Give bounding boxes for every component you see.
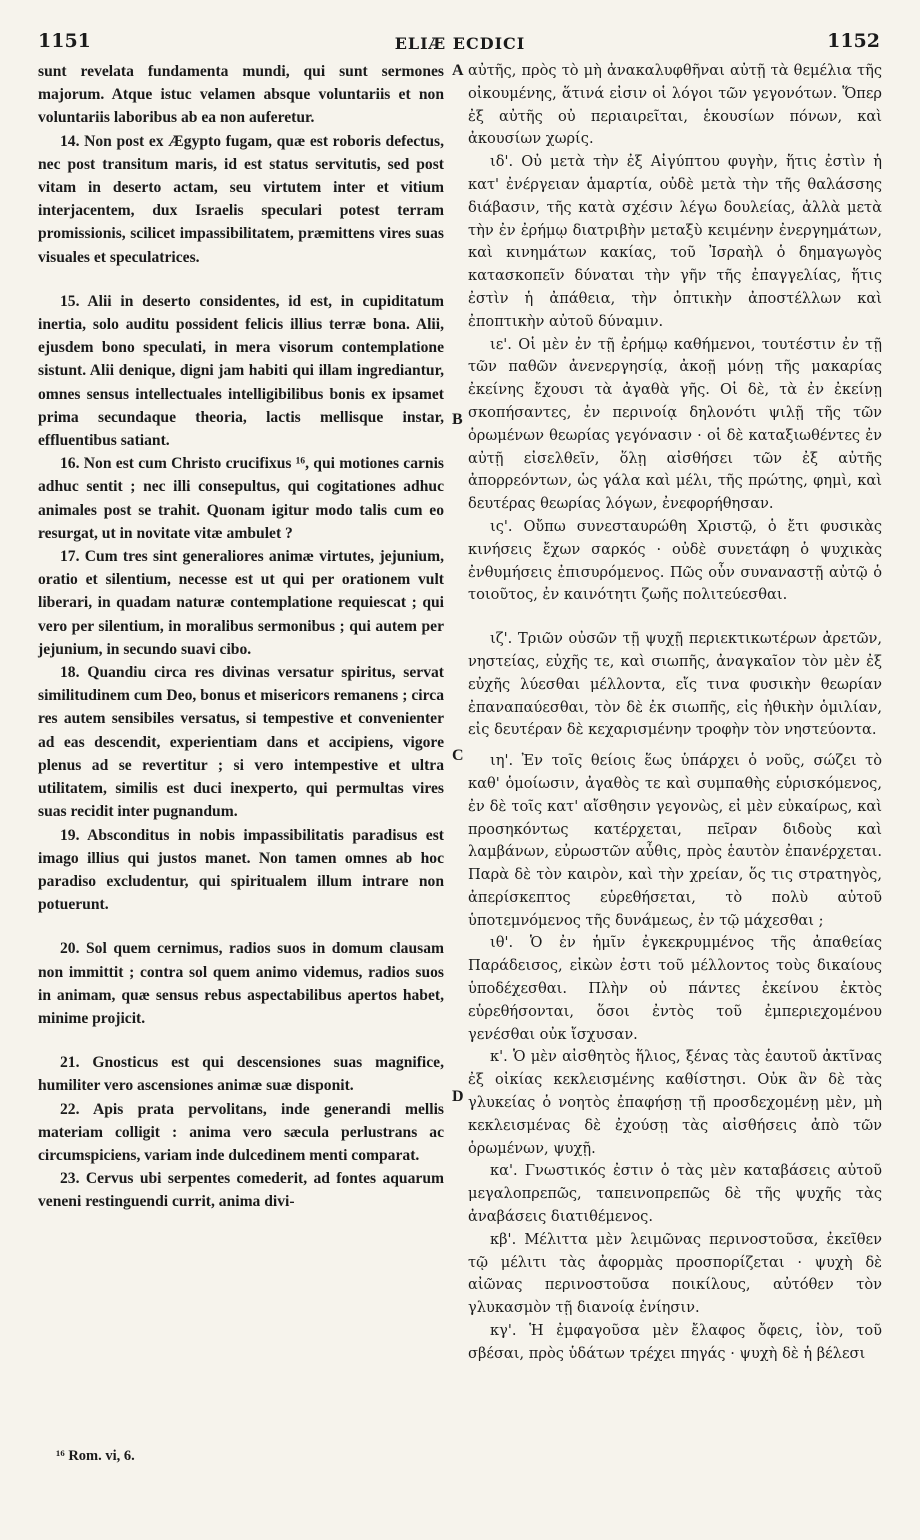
greek-paragraph-20: κ'. Ὁ μὲν αἰσθητὸς ἥλιος, ξένας τὰς ἑαυτοῦ ἀκτῖνας ἐξ οἰκίας κεκλεισμένης καθίστησι. Οὐκ ἂν δὲ τὰς γλυκείας ὁ νοητὸς ἐπαφήσῃ τῇ προσδεχομένῃ μὲν, μὴ κεκλεισμένας δὲ ἐχούσῃ τὰς αἰσθήσεις ἀπὸ τῶν ὁρωμένων, ψυχῇ. [468,1048,882,1157]
margin-mark-a: A [452,62,464,79]
latin-paragraph-17: 17. Cum tres sint generaliores animæ virtutes, jejunium, oratio et silentium, necesse est ut qui per orationem vult liberari, in quadam naturæ contemplatione requiescat ; qui vero per silentium, in moralibus sermonibus ; qui autem per jejunium, in secundo suavi cibo. [38,548,444,658]
greek-paragraph-18: ιη'. Ἐν τοῖς θείοις ἕως ὑπάρχει ὁ νοῦς, σώζει τὸ καθ' ὁμοίωσιν, ἀγαθὸς τε καὶ συμπαθὴς εὑρισκόμενος, ἐν δὲ τοῖς κατ' αἴσθησιν γεγονὼς, εἰ μὲν εὐκαίρως, καὶ προσηκόντως κατέρχεται, πεῖραν διδοὺς καὶ λαμβάνων, εὐρωστῶν αὖθις, πρὸς ἑαυτὸν ἐπανέρχεται. Παρὰ δὲ τὸν καιρὸν, καὶ τὴν χρείαν, ὅς τις στρατηγὸς, ἀπερίσκεπτος εὑρεθήσεται, τὸ πολὺ αὐτοῦ ὑποτεμνόμενος τῆς δυνάμεως, ἐν τῷ μάχεσθαι ; [468,752,882,929]
greek-paragraph-19: ιθ'. Ὁ ἐν ἡμῖν ἐγκεκρυμμένος τῆς ἀπαθείας Παράδεισος, εἰκὼν ἐστι τοῦ μέλλοντος τοὺς δικαίους ὑποδέχεσθαι. Πλὴν οὐ πάντες ἐκείνου ἐκτὸς εὑρεθήσονται, ὅσοι ἐντὸς τοῦ ἐμπεριεχομένου γενέσθαι οὐκ ἴσχυσαν. [468,934,882,1043]
greek-paragraph-13: αὐτῆς, πρὸς τὸ μὴ ἀνακαλυφθῆναι αὐτῇ τὰ θεμέλια τῆς οἰκουμένης, ἅτινά εἰσιν οἱ λόγοι τῶν γεγονότων. Ὅπερ ἐξ αὐτῆς οὐ περιαιρεῖται, ἑκουσίων πόνων, καὶ ἀκουσίων χωρίς. [468,62,882,148]
greek-paragraph-17: ιζ'. Τριῶν οὐσῶν τῇ ψυχῇ περιεκτικωτέρων ἀρετῶν, νηστείας, εὐχῆς τε, καὶ σιωπῆς, ἀναγκαῖον τὸν μὲν ἐξ εὐχῆς λύεσθαι μέλλοντα, εἴς τινα φυσικὴν θεωρίαν ἐπαναπαύεσθαι, τὸν δὲ ἐκ σιωπῆς, εἰς ἠθικὴν ὁμιλίαν, εἰς δευτέραν δὲ κεχαρισμένην τροφὴν τὸν νηστεύοντα. [468,630,882,739]
footnote: ¹⁶ Rom. vi, 6. [56,1448,135,1464]
latin-paragraph-22: 22. Apis prata pervolitans, inde generandi mellis materiam colligit : anima vero sæcula perlustrans ac circumspiciens, variam inde dulcedinem menti comparat. [38,1100,444,1164]
greek-paragraph-15: ιε'. Οἱ μὲν ἐν τῇ ἐρήμῳ καθήμενοι, τουτέστιν ἐν τῇ τῶν παθῶν ἀνενεργησίᾳ, ἀκοῇ μόνῃ τῆς μακαρίας ἐκείνης ἔχουσι τὰ ἀγαθὰ γῆς. Οἱ δὲ, τὰ ἐν ἐκείνῃ σκοπήσαντες, ἐν περινοίᾳ δηλονότι ψιλῇ τῆς τῶν ὁρωμένων θεωρίας γεγόνασιν · οἱ δὲ καταξιωθέντες ἐν αὐτῇ εἰσελθεῖν, ὅλῃ αἰσθήσει τῶν ἐξ αὐτῆς ἀπορρεόντων, ὡς γάλα καὶ μέλι, τῆς πρώτης, φημὶ, καὶ δευτέρας θεωρίας λόγων, ἐνεφορήθησαν. [468,335,882,513]
margin-mark-b: B [452,411,463,428]
latin-paragraph-15: 15. Alii in deserto considentes, id est, in cupiditatum inertia, solo auditu possident felicis illius terræ bona. Alii, ejusdem bono speculati, in mera visorum contemplatione sistunt. Alii denique, digni jam habiti qui illam ingrediantur, omnes sensus intellectuales intelligibilibus bonis ex ipsamet prima secundaque theoria, lactis mellisque instar, effluentibus satiant. [38,292,444,450]
running-title: ELIÆ ECDICI [394,34,526,53]
latin-paragraph-14: 14. Non post ex Ægypto fugam, quæ est roboris defectus, nec post transitum maris, id est status servitutis, sed post vitam in deserto actam, seu virtutem inter et vitium interjacentem, dux Israelis speculari potest terram promissionis, scilicet impassibilitatem, præmittens vires suas visuales et speculatrices. [38,132,444,266]
greek-paragraph-14: ιδ'. Οὐ μετὰ τὴν ἐξ Αἰγύπτου φυγὴν, ἥτις ἐστὶν ἡ κατ' ἐνέργειαν ἁμαρτία, οὐδὲ μετὰ τὴν τῆς θαλάσσης διάβασιν, τῆς κατὰ σχέσιν λέγω δουλείας, ἀλλὰ μετὰ τὴν ἐν ἐρήμῳ διατριβὴν μεταξὺ κειμένην ἐνεργημάτων, καὶ κινημάτων κακίας, τοῦ Ἰσραὴλ ὁ δημαγωγὸς κατασκοπεῖν δύναται τὴν γῆν τῆς ἐπαγγελίας, ἥτις ἐστὶν ἡ ἀπάθεια, τὴν ὀπτικὴν ἀποστέλλων καὶ ἐποπτικὴν αὐτοῦ δύναμιν. [468,153,882,330]
latin-paragraph-20: 20. Sol quem cernimus, radios suos in domum clausam non immittit ; contra sol quem animo videmus, radios suos in animam, quæ sensus rebus aspectabilibus apertos habet, minime projicit. [38,940,444,1027]
greek-paragraph-22: κβ'. Μέλιττα μὲν λειμῶνας περινοστοῦσα, ἐκεῖθεν τῷ μέλιτι τὰς ἀφορμὰς προσπορίζεται · ψυχὴ δὲ αἰῶνας περινοστοῦσα ποικίλους, αὐτόθεν τὸν γλυκασμὸν τῇ διανοίᾳ ἐνίησιν. [468,1230,882,1317]
right-page-number: 1152 [827,30,880,52]
margin-mark-c: C [452,747,464,764]
latin-paragraph-13: sunt revelata fundamenta mundi, qui sunt sermones majorum. Atque istuc velamen absque voluntariis et non voluntariis laboribus ab ea non auferetur. [38,63,444,127]
margin-mark-d: D [452,1088,464,1105]
latin-paragraph-18: 18. Quandiu circa res divinas versatur spiritus, servat similitudinem cum Deo, bonus et misericors remanens ; circa res autem sensibiles versatus, si tempestive et convenienter ad eas descendit, experientiam dans et accipiens, vigore plenus ad se revertitur ; si vero intempestive et ultra utilitatem, similis est duci inexperto, qui permultas vires suas recidit inter pugnandum. [38,664,444,821]
latin-paragraph-19: 19. Absconditus in nobis impassibilitatis paradisus est imago illius qui justos manet. Non tamen omnes ab hoc paradiso excludentur, qui spiritualem illum intrare non potuerunt. [38,826,444,914]
greek-column [468,60,882,1366]
greek-paragraph-21: κα'. Γνωστικός ἐστιν ὁ τὰς μὲν καταβάσεις αὐτοῦ μεγαλοπρεπῶς, ταπεινοπρεπῶς δὲ τῆς ψυχῆς τὰς ἀναβάσεις διατιθέμενος. [468,1162,882,1226]
left-page-number: 1151 [38,30,91,52]
latin-paragraph-21: 21. Gnosticus est qui descensiones suas magnifice, humiliter vero ascensiones animæ suæ disponit. [38,1054,444,1095]
latin-paragraph-23: 23. Cervus ubi serpentes comederit, ad fontes aquarum veneni restinguendi currit, anima divi- [38,1170,444,1211]
greek-paragraph-23: κγ'. Ἡ ἐμφαγοῦσα μὲν ἔλαφος ὄφεις, ἰὸν, τοῦ σβέσαι, πρὸς ὑδάτων τρέχει πηγάς · ψυχὴ δὲ ἡ βέλεσι [468,1322,882,1362]
greek-paragraph-16: ις'. Οὔπω συνεσταυρώθη Χριστῷ, ὁ ἔτι φυσικὰς κινήσεις ἔχων σαρκός · οὐδὲ συνετάφη ὁ ψυχικὰς ἐνθυμήσεις ἐπισυρόμενος. Πῶς οὖν συναναστῇ αὐτῷ ὁ τοιοῦτος, ἐν καινότητι ζωῆς πολιτεύεσθαι. [468,517,882,604]
latin-paragraph-16: 16. Non est cum Christo crucifixus ¹⁶, qui motiones carnis adhuc sentit ; nec illi consepultus, qui cogitationes adhuc animales post se trahit. Quonam igitur modo talis cum eo resurgat, ut in novitate vitæ ambulet ? [38,455,444,542]
latin-column [38,60,444,1214]
